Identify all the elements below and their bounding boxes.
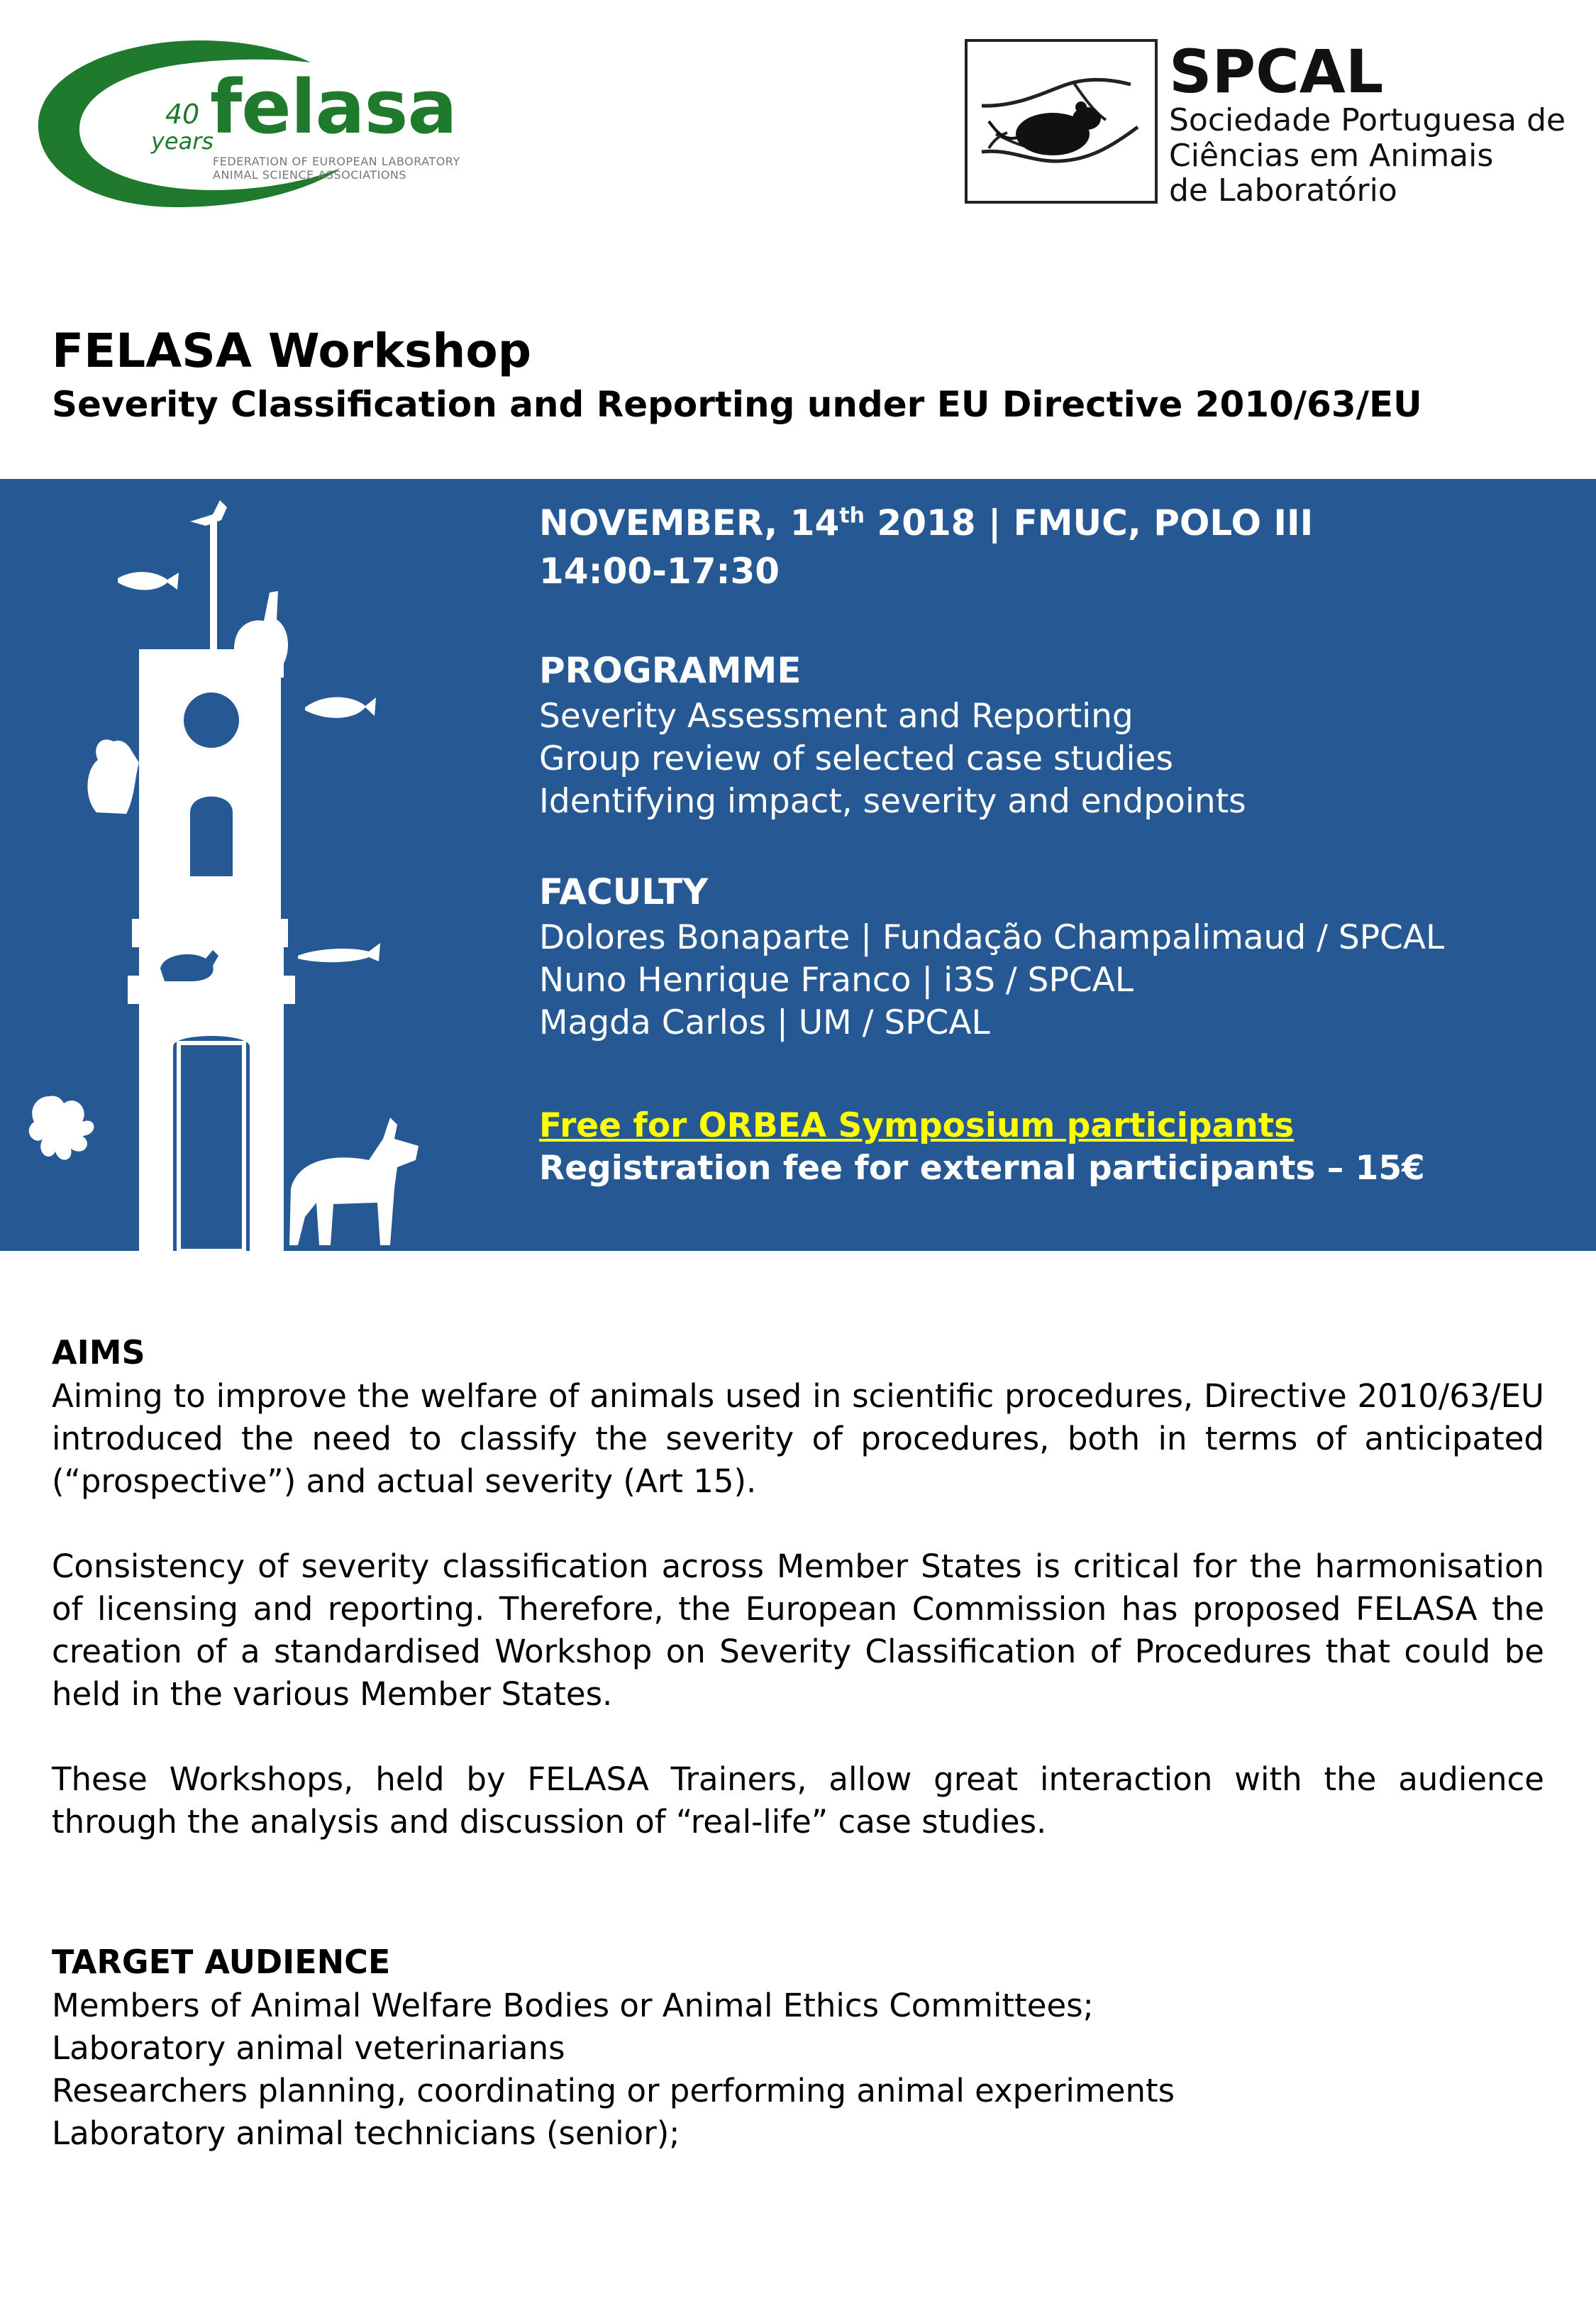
hands-holding-mouse-icon — [968, 42, 1155, 201]
felasa-anniversary-word: years — [150, 128, 214, 155]
aims-paragraph: These Workshops, held by FELASA Trainers, allow great interaction with the audience through the analysis and discussion of “real-life” case studies. — [52, 1760, 1544, 1841]
tower-with-animals-illustration — [0, 479, 497, 1251]
programme-heading: PROGRAMME — [539, 650, 802, 691]
spcal-line3: de Laboratório — [1169, 172, 1397, 209]
spcal-line2: Ciências em Animais — [1169, 138, 1494, 174]
registration-fee: Registration fee for external participants – 15€ — [539, 1149, 1425, 1188]
audience-item: Laboratory animal veterinarians — [52, 2029, 565, 2067]
audience-item: Members of Animal Welfare Bodies or Animal Ethics Committees; — [52, 1987, 1094, 2024]
event-date-ordinal: th — [839, 503, 865, 529]
felasa-name: felasa — [210, 64, 457, 150]
audience-item: Researchers planning, coordinating or performing animal experiments — [52, 2072, 1175, 2109]
event-info-band — [0, 479, 1596, 1251]
felasa-anniversary-number: 40 — [165, 99, 200, 130]
spcal-line1: Sociedade Portuguesa de — [1169, 102, 1566, 138]
goat-icon — [289, 1118, 419, 1245]
audience-heading: TARGET AUDIENCE — [52, 1943, 391, 1981]
faculty-item: Magda Carlos | UM / SPCAL — [539, 1003, 990, 1042]
fish-icon — [298, 943, 380, 962]
fish-icon — [118, 572, 179, 590]
programme-item: Severity Assessment and Reporting — [539, 697, 1134, 736]
spcal-name: SPCAL — [1169, 37, 1384, 106]
octopus-icon — [29, 1096, 94, 1159]
felasa-logo — [35, 37, 460, 214]
spcal-logo-box — [965, 39, 1158, 204]
free-admission-link[interactable]: Free for ORBEA Symposium participants — [539, 1106, 1295, 1145]
event-time: 14:00-17:30 — [539, 551, 780, 592]
aims-heading: AIMS — [52, 1333, 145, 1372]
programme-item: Identifying impact, severity and endpoints — [539, 782, 1246, 821]
faculty-heading: FACULTY — [539, 871, 709, 912]
aims-paragraph: Consistency of severity classification across Member States is critical for the harmonisation of licensing and reporting. Therefore, the European Commission has proposed FELASA the creation of a standardised Workshop on Severity Classification of Procedures that could be held in the various Member States. — [52, 1548, 1544, 1713]
bird-icon — [190, 500, 227, 526]
event-date-line — [539, 499, 1313, 547]
faculty-item: Nuno Henrique Franco | i3S / SPCAL — [539, 961, 1134, 1000]
audience-item: Laboratory animal technicians (senior); — [52, 2114, 680, 2152]
page-title: FELASA Workshop — [52, 324, 531, 378]
felasa-federation-line1: FEDERATION OF EUROPEAN LABORATORY — [213, 155, 460, 168]
fish-icon — [305, 697, 376, 717]
felasa-federation-line2: ANIMAL SCIENCE ASSOCIATIONS — [213, 168, 407, 182]
monkey-icon — [87, 739, 139, 814]
faculty-item: Dolores Bonaparte | Fundação Champalimaud / SPCAL — [539, 918, 1445, 957]
event-date-suffix: 2018 | FMUC, POLO III — [865, 502, 1314, 544]
aims-paragraph: Aiming to improve the welfare of animals used in scientific procedures, Directive 2010/63/EU introduced the need to classify the severity of procedures, both in terms of anticipated (“prospective”) and actual severity (Art 15). — [52, 1377, 1544, 1500]
page-subtitle: Severity Classification and Reporting under EU Directive 2010/63/EU — [52, 384, 1422, 425]
event-date-prefix: NOVEMBER, 14 — [539, 502, 840, 544]
programme-item: Group review of selected case studies — [539, 739, 1173, 778]
